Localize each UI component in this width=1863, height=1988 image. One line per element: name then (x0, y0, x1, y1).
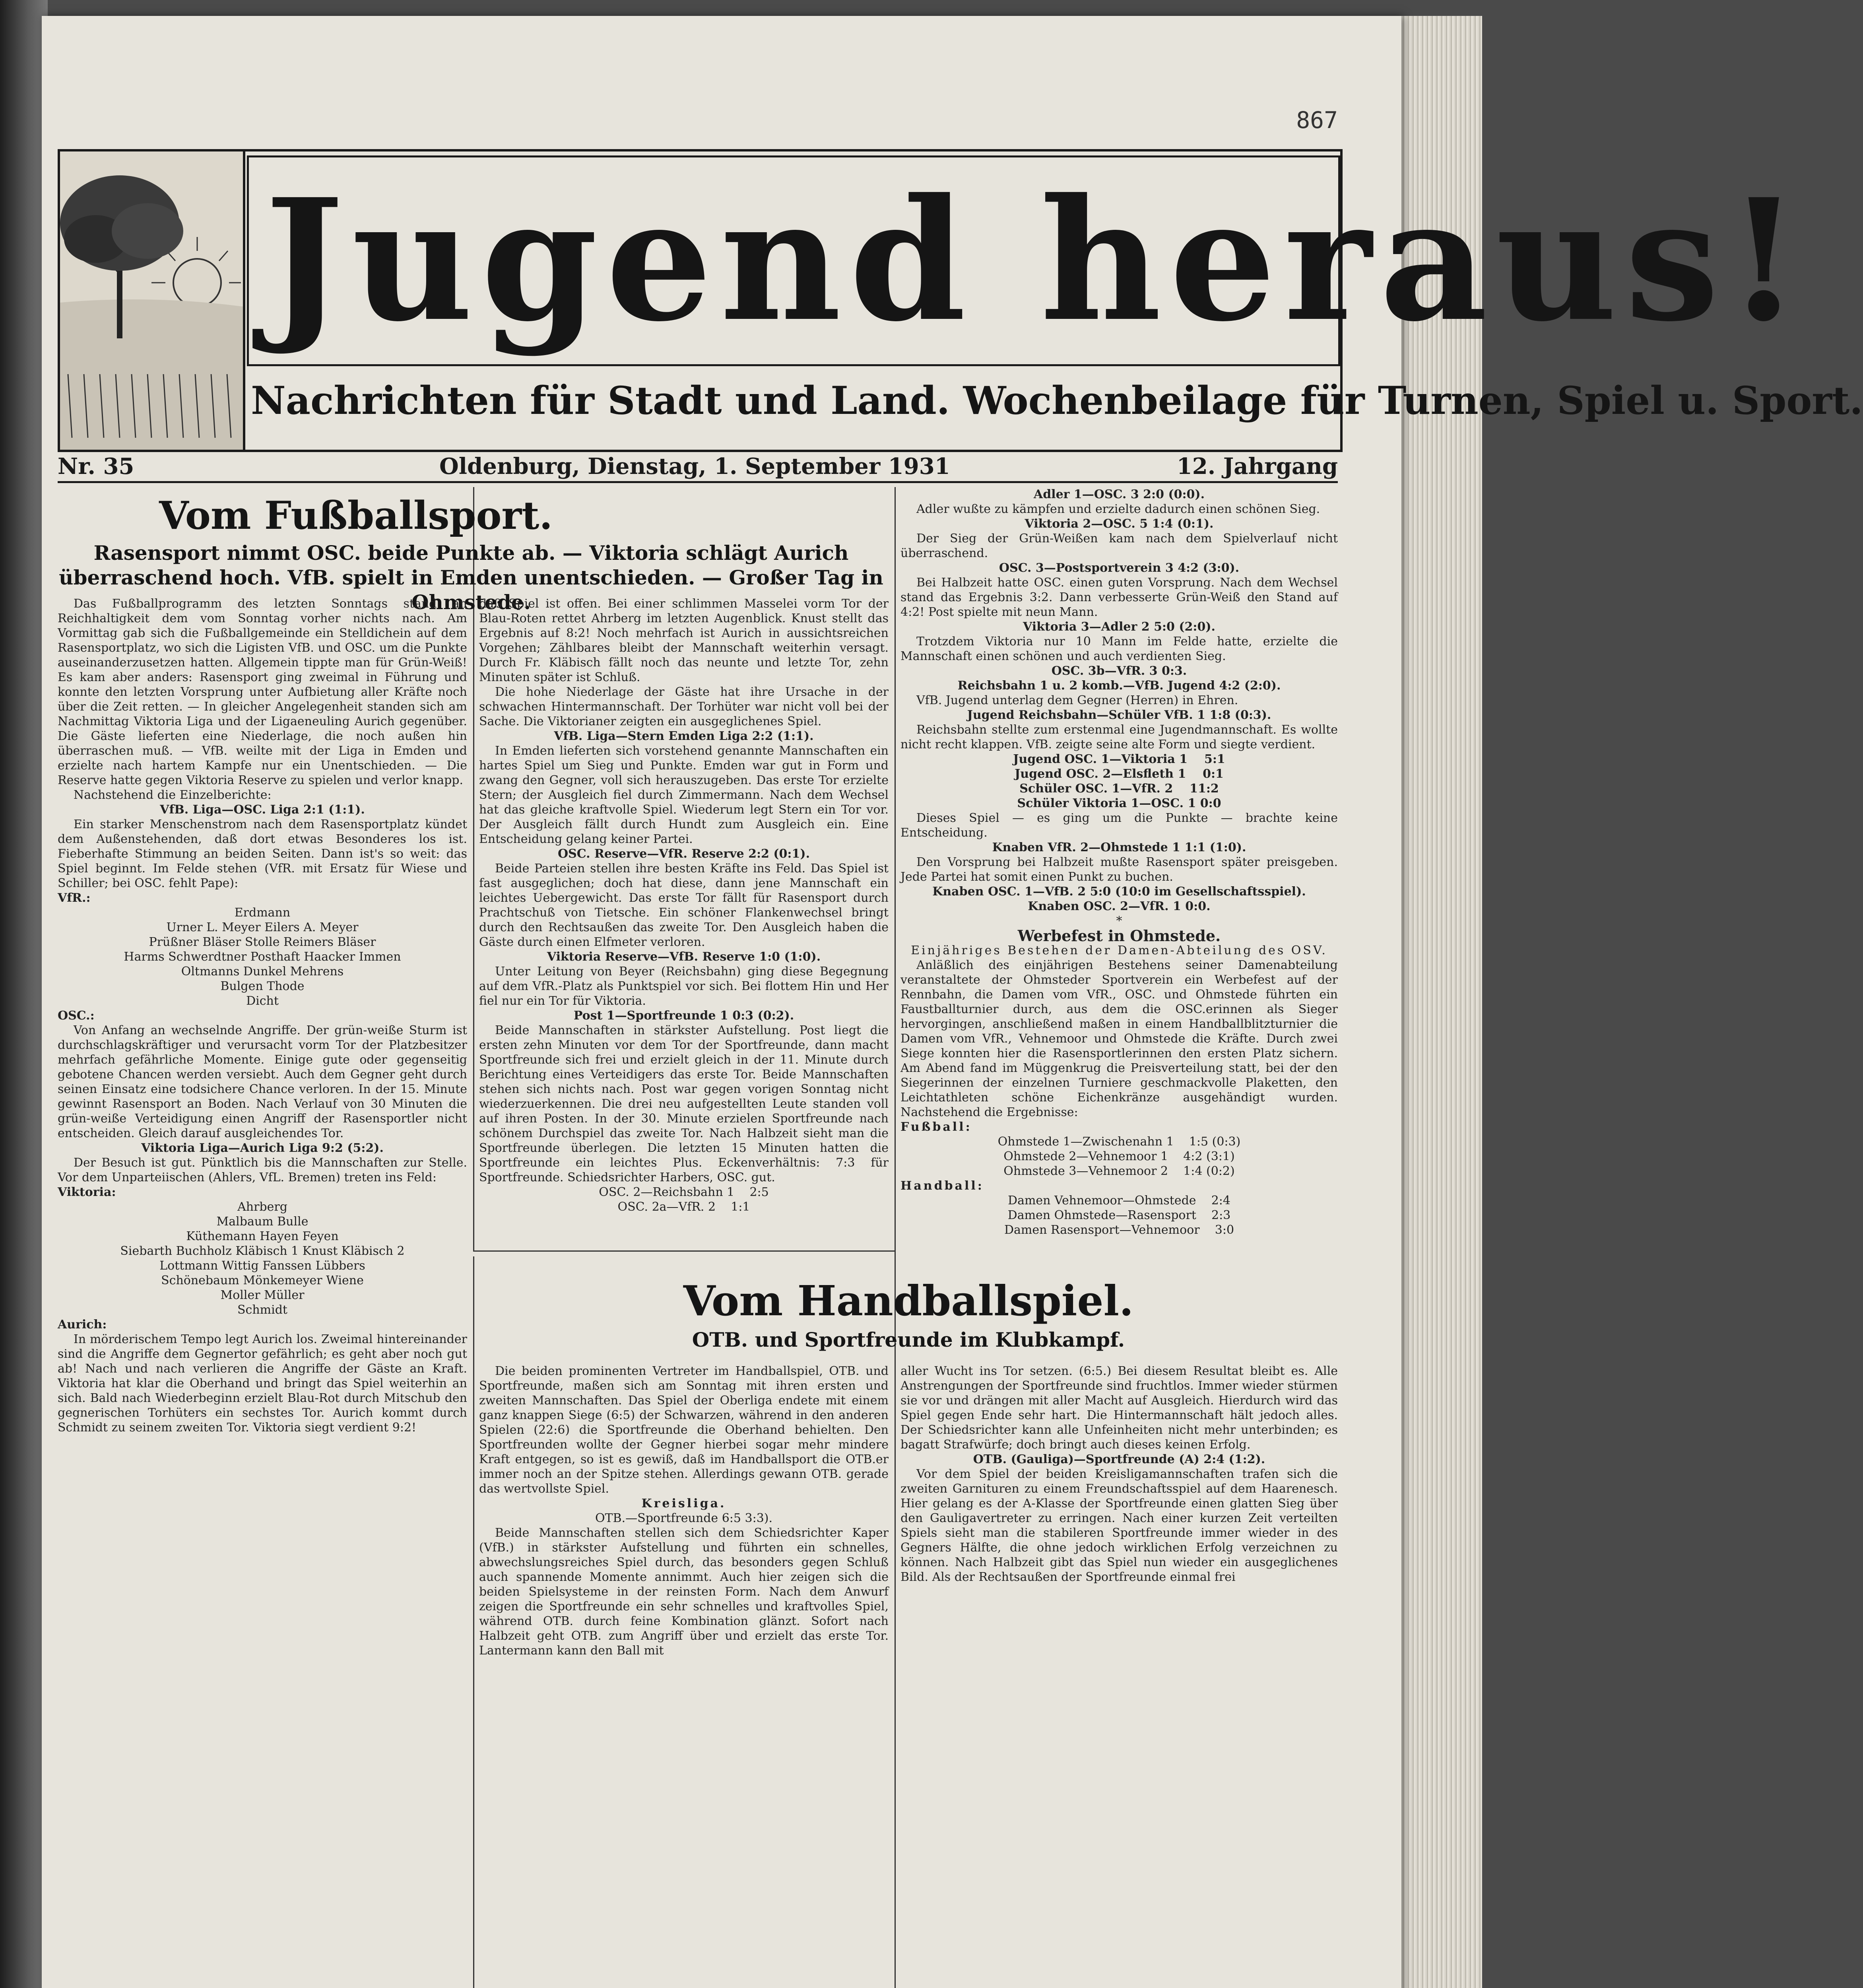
vfr-label: VfR.: (58, 891, 91, 905)
team: Damen Vehnemoor—Ohmstede (1008, 1194, 1196, 1208)
result-score: 2:5 (749, 1185, 769, 1199)
handball-result-row (900, 1208, 1338, 1223)
score: 5:1 (1204, 752, 1225, 766)
team: Jugend OSC. 1—Viktoria 1 (1013, 752, 1188, 766)
col3-result: Adler wußte zu kämpfen und erzielte dadurch einen schönen Sieg. (916, 502, 1320, 516)
kreisliga-sub: OTB.—Sportfreunde 6:5 3:3). (595, 1511, 773, 1525)
game1-title: VfB. Liga—OSC. Liga 2:1 (1:1). (160, 803, 365, 817)
handball-col2-text: Die beiden prominenten Vertreter im Handballspiel, OTB. und Sportfreunde, maßen sich am Sonntag mit ihren ersten und zweiten Mannschaften. Das Spiel der Oberliga endete mit einem ganz knappen Siege (6:5) der Schwarzen, während in den anderen Spielen (22:6) die Sportfreunde die Oberhand behielten. Den Sportfreunden wollte der Gegner hierbei sogar mehr mindere Kraft entgegen, so ist es gewiß, daß im Handballsport die OTB.er immer noch an der Spitze stehen. Allerdings gewann OTB. gerade das wertvollste Spiel. (479, 1364, 889, 1496)
handball-label: Handball: (900, 1179, 984, 1193)
aurich-lineup-row: Schönebaum Mönkemeyer Wiene (161, 1274, 364, 1287)
osc-label: OSC.: (58, 1009, 95, 1023)
col3-result: Adler 1—OSC. 3 2:0 (0:0). (1033, 487, 1205, 501)
col2-start: daß Spiel ist offen. Bei einer schlimmen Masselei vorm Tor der Blau-Roten rettet Ahrberg im letzten Augenblick. Knust stellt das Ergebnis auf 8:2! Noch mehrfach ist Aurich in aussichtsreichen Vorgehen; Zählbares bleibt der Mannschaft weiterhin versagt. Durch Fr. Kläbisch fällt noch das neunte und letzte Tor, zehn Minuten später ist Schluß. (479, 597, 889, 684)
column-1 (58, 596, 467, 1988)
col3-more: Knaben OSC. 1—VfB. 2 5:0 (10:0 im Gesellschaftsspiel). (932, 885, 1306, 899)
issue-number: Nr. 35 (58, 453, 134, 480)
viktoria-text: Der Besuch ist gut. Pünktlich bis die Mannschaften zur Stelle. Vor dem Unparteiischen (Ahlers, VfL. Bremen) treten ins Feld: (58, 1156, 467, 1184)
handball-column-3 (900, 1364, 1338, 1988)
viktoria-lineup-row: Siebarth Buchholz Kläbisch 1 Knust Kläbisch 2 (120, 1244, 405, 1258)
column-rule (473, 1256, 474, 1988)
col3-result: Viktoria 2—OSC. 5 1:4 (0:1). (1025, 517, 1214, 531)
score: 1:5 (0:3) (1189, 1135, 1241, 1149)
viktoria-label: Viktoria: (58, 1185, 116, 1199)
fussball-subheading: Rasensport nimmt OSC. beide Punkte ab. — Viktoria schlägt Aurich überraschend hoch. VfB. spielt in Emden unentschieden. — Großer Tag in Ohmstede. (59, 541, 883, 614)
handball-result-row (900, 1193, 1338, 1208)
result-row (479, 1185, 889, 1200)
result-row (479, 1200, 889, 1214)
werbefest-text: Anläßlich des einjährigen Bestehens seiner Damenabteilung veranstaltete der Ohmsteder Sportverein ein Werbefest auf der Rennbahn, die Damen vom VfR., OSC. und Ohmstede führten ein Faustballturnier durch, aus dem die OSC.erinnen als Sieger hervorgingen, anschließend maßen in einem Handballblitzturnier die Damen vom VfR., Vehnemoor und Ohmstede die Kräfte. Durch zwei Siege konnten hier die Rasensportlerinnen den ersten Platz sichern. Am Abend fand im Müggenkrug die Preisverteilung statt, bei der den Siegerinnen der einzelnen Turniere geschmackvolle Plaketten, den Leichtathleten schöne Eichenkränze ausgehändigt wurden. Nachstehend die Ergebnisse: (900, 958, 1338, 1119)
gauliga-title: OTB. (Gauliga)—Sportfreunde (A) 2:4 (1:2). (973, 1452, 1265, 1466)
report-label: Nachstehend die Einzelberichte: (74, 788, 272, 802)
kreisliga-title: Kreisliga. (641, 1497, 726, 1510)
result-team: OSC. 2—Reichsbahn 1 (599, 1185, 735, 1199)
page-number: 867 (1296, 107, 1338, 134)
aurich-lineup-row: Schmidt (237, 1303, 287, 1317)
col2-text2: Die hohe Niederlage der Gäste hat ihre Ursache in der schwachen Hintermannschaft. Der Torhüter war nicht voll bei der Sache. Die Viktorianer zeigten ein ausgeglichenes Spiel. (479, 685, 889, 728)
column-rule (895, 487, 896, 1988)
team: Ohmstede 1—Zwischenahn 1 (997, 1135, 1174, 1149)
lineup2-row: Bulgen Thode (220, 979, 305, 993)
aurich-lineup-row: Lottmann Wittig Fanssen Lübbers (159, 1259, 365, 1273)
col3-result: OSC. 3—Postsportverein 3 4:2 (3:0). (999, 561, 1240, 575)
masthead-vignette (60, 151, 245, 450)
masthead (58, 149, 1863, 452)
post-text: Beide Mannschaften in stärkster Aufstellung. Post liegt die ersten zehn Minuten vor dem Tor der Sportfreunde, dann macht Sportfreunde sich frei und erzielt gleich in der 11. Minute durch Berichtung eines Verteidigers das erste Tor. Beide Mannschaften stehen sich nichts nach. Post war gegen vorigen Sonntag nicht wiederzuerkennen. Die drei neu aufgestellten Leute standen voll auf ihren Posten. In der 30. Minute erzielen Sportfreunde nach schönem Durchspiel das zweite Tor. Nach Halbzeit sieht man die Sportfreunde überlegen. Die letzten 15 Minuten hatten die Sportfreunde ein leichtes Plus. Eckenverhältnis: 7:3 für Sportfreunde. Schiedsrichter Harbers, OSC. gut. (479, 1023, 889, 1184)
reserve-text: Beide Parteien stellen ihre besten Kräfte ins Feld. Das Spiel ist fast ausgeglichen; doch hat diese, dann jene Mannschaft ein leichtes Uebergewicht. Das erste Tor fällt für Rasensport durch Prachtschuß von Tietsche. Ein schöner Flankenwechsel bringt durch den Rechtsaußen das zweite Tor. Den Ausgleich haben die Gäste durch einen Elfmeter verloren. (479, 862, 889, 949)
col3-result: OSC. 3b—VfR. 3 0:3. (1051, 664, 1187, 678)
fussball-label: Fußball: (900, 1120, 972, 1134)
column-3-top (900, 487, 1338, 1266)
volume: 12. Jahrgang (1176, 453, 1338, 480)
col3-more: Knaben OSC. 2—VfR. 1 0:0. (1028, 899, 1211, 913)
fussball-intro: Das Fußballprogramm des letzten Sonntags stand an Reichhaltigkeit dem vom Sonntag vorher nichts nach. Am Vormittag gab sich die Fußballgemeinde ein Stelldichein auf dem Rasensportplatz, wo sich die Ligisten VfB. und OSC. um die Punkte auseinanderzusetzen hatten. Allgemein tippte man für Grün-Weiß! Es kam aber anders: Rasensport ging zweimal in Führung und konnte den letzten Vorsprung unter Aufbietung aller Kräfte noch über die Zeit retten. — In gleicher Angelegenheit standen sich am Nachmittag Viktoria Liga und der Ligaeneuling Aurich gegenüber. Die Gäste lieferten eine Niederlage, die noch außen hin überraschen muß. — VfB. weilte mit der Liga in Emden und erzielte nach hartem Kampfe nur ein Unentschieden. — Die Reserve hatte gegen Viktoria Reserve zu spielen und verlor knapp. (58, 597, 467, 787)
fussball-result-row (900, 1149, 1338, 1164)
vikres-text: Unter Leitung von Beyer (Reichsbahn) ging diese Begegnung auf dem VfR.-Platz als Punktspiel vor sich. Bei flottem Hin und Her fiel nur ein Tor für Viktoria. (479, 965, 889, 1008)
col3-result: Reichsbahn stellte zum erstenmal eine Jugendmannschaft. Es wollte nicht recht klappen. VfB. zeigte seine alte Form und siegte verdient. (900, 723, 1338, 751)
col3-more: Knaben VfR. 2—Ohmstede 1 1:1 (1:0). (992, 841, 1246, 854)
lineup1-row: Erdmann (234, 906, 291, 920)
result-team: OSC. 2a—VfR. 2 (617, 1200, 716, 1214)
col3-result: VfB. Jugend unterlag dem Gegner (Herren) in Ehren. (916, 693, 1238, 707)
adjacent-page-sliver (0, 0, 48, 1988)
gauliga-text: Vor dem Spiel der beiden Kreisligamannschaften trafen sich die zweiten Garnituren zu einem Freundschaftsspiel auf dem Haarenesch. Hier gelang es der A-Klasse der Sportfreunde einen glatten Sieg über den Gauligavertreter zu erringen. Nach einer kurzen Zeit verteilten Spiels sieht man die stabileren Sportfreunde immer wieder in des Gegners Hälfte, die ohne jedoch wirklichen Erfolg verzeichnen zu können. Nach Halbzeit gibt das Spiel nun wieder ein ausgeglichenes Bild. Als der Rechtsaußen der Sportfreunde einmal frei (900, 1467, 1338, 1584)
vikres-title: Viktoria Reserve—VfB. Reserve 1:0 (1:0). (547, 950, 821, 964)
werbefest-title: Werbefest in Ohmstede. (1017, 927, 1221, 945)
handball-subheading: OTB. und Sportfreunde im Klubkampf. (692, 1328, 1125, 1351)
lineup2-row: Dicht (246, 994, 279, 1008)
werbefest-sub: Einjähriges Bestehen der Damen-Abteilung des OSV. (911, 944, 1327, 957)
team: Ohmstede 3—Vehnemoor 2 (1003, 1164, 1168, 1178)
dateline (58, 453, 1338, 483)
viktoria-lineup-row: Ahrberg (237, 1200, 287, 1214)
title-box (247, 155, 1809, 366)
col3-result: Reichsbahn 1 u. 2 komb.—VfB. Jugend 4:2 (2:0). (957, 679, 1281, 693)
masthead-title: Jugend heraus! (265, 163, 1809, 359)
col3-table-row (900, 752, 1338, 767)
team: Schüler OSC. 1—VfR. 2 (1019, 782, 1173, 796)
emden-text: In Emden lieferten sich vorstehend genannte Mannschaften ein hartes Spiel um Sieg und Punkte. Emden war gut in Form und zwang den Gegner, voll sich herauszugeben. Das erste Tor erzielte Stern; der Ausgleich fiel durch Zimmermann. Nach dem Wechsel hat das gleiche kraftvolle Spiel. Wiederum legt Stern ein Tor vor. Der Ausgleich fällt durch Hundt zum Ausgleich ein. Eine Entscheidung gelang keiner Partei. (479, 744, 889, 846)
viktoria-lineup-row: Malbaum Bulle (216, 1215, 309, 1229)
team: Damen Rasensport—Vehnemoor (1004, 1223, 1200, 1237)
lineup2-row: Oltmanns Dunkel Mehrens (181, 965, 344, 978)
lineup1-row: Prüßner Bläser Stolle Reimers Bläser (149, 935, 376, 949)
game1-text: Ein starker Menschenstrom nach dem Rasensportplatz kündet dem Außenstehenden, daß dort etwas Besonderes los ist. Fieberhafte Stimmung an beiden Seiten. Dann ist's so weit: das Spiel beginnt. Im Felde stehen (VfR. mit Ersatz für Wiese und Schiller; bei OSC. fehlt Pape): (58, 817, 467, 890)
reserve-title: OSC. Reserve—VfR. Reserve 2:2 (0:1). (557, 847, 810, 861)
aurich-lineup-row: Moller Müller (220, 1288, 305, 1302)
viktoria-lineup-row: Küthemann Hayen Feyen (186, 1229, 339, 1243)
col3-table-row (900, 767, 1338, 781)
separator-star: * (1116, 914, 1122, 928)
col3-result: Trotzdem Viktoria nur 10 Mann im Felde hatte, erzielte die Mannschaft einen schönen und auch verdienten Sieg. (900, 635, 1338, 663)
kreisliga-text: Beide Mannschaften stellen sich dem Schiedsrichter Kaper (VfB.) in stärkster Aufstellung und führten ein schnelles, abwechslungsreiches Spiel durch, das besonders gegen Schluß auch spannende Momente annimmt. Auch hier zeigen sich die beiden Spielsysteme in der reinsten Form. Nach dem Anwurf zeigen die Sportfreunde ein sehr schnelles und kraftvolles Spiel, während OTB. durch feine Kombination glänzt. Sofort nach Halbzeit geht OTB. zum Angriff über und erzielt das erste Tor. Lantermann kann den Ball mit (479, 1526, 889, 1658)
score: 0:1 (1203, 767, 1224, 781)
col3-more: Dieses Spiel — es ging um die Punkte — brachte keine Entscheidung. (900, 811, 1338, 840)
handball-column-2 (479, 1364, 889, 1988)
fussball-result-row (900, 1134, 1338, 1149)
col3-table-row (900, 781, 1338, 796)
newspaper-page (42, 16, 1863, 1988)
score: 2:3 (1211, 1208, 1231, 1222)
place-date: Oldenburg, Dienstag, 1. September 1931 (439, 453, 950, 480)
handball-heading: Vom Handballspiel. (683, 1276, 1134, 1325)
team: Ohmstede 2—Vehnemoor 1 (1003, 1149, 1168, 1163)
post-title: Post 1—Sportfreunde 1 0:3 (0:2). (573, 1009, 794, 1023)
score: 4:2 (3:1) (1183, 1149, 1235, 1163)
col3-result: Viktoria 3—Adler 2 5:0 (2:0). (1023, 620, 1215, 634)
handball-col3-text: aller Wucht ins Tor setzen. (6:5.) Bei diesem Resultat bleibt es. Alle Anstrengungen der Sportfreunde sind fruchtlos. Immer wieder stürmen sie vor und drängen mit aller Macht auf Ausgleich. Hierdurch wird das Spiel gegen Ende sehr hart. Die Hintermannschaft hält jedoch alles. Der Schiedsrichter kann alle Unfeinheiten nicht mehr unterbinden; es bagatt Strafwürfe; doch bringt auch dieses keinen Erfolg. (900, 1364, 1338, 1452)
lineup1-row: Urner L. Meyer Eilers A. Meyer (166, 920, 359, 934)
viktoria-title: Viktoria Liga—Aurich Liga 9:2 (5:2). (141, 1141, 384, 1155)
score: 2:4 (1211, 1194, 1230, 1208)
handball-result-row (900, 1223, 1338, 1237)
viktoria-cont: In mörderischem Tempo legt Aurich los. Zweimal hintereinander sind die Angriffe dem Gegnertor gefährlich; es geht aber noch gut ab! Nach und nach verlieren die Angriffe der Gäste an Kraft. Viktoria hat klar die Oberhand und bringt das Spiel weiterhin an sich. Bald nach Wiederbeginn erzielt Blau-Rot durch Mitschub den gegnerischen Torhüters ein sechstes Tor. Aurich kommt durch Schmidt zu seinem zweiten Tor. Viktoria siegt verdient 9:2! (58, 1332, 467, 1435)
emden-title: VfB. Liga—Stern Emden Liga 2:2 (1:1). (554, 729, 814, 743)
col3-result: Der Sieg der Grün-Weißen kam nach dem Spielverlauf nicht überraschend. (900, 532, 1338, 560)
game1-cont: Von Anfang an wechselnde Angriffe. Der grün-weiße Sturm ist durchschlagskräftiger und verursacht vorm Tor der Platzbesitzer mehrfach gefährliche Momente. Einige gute oder gegenseitig gebotene Chancen werden versiebt. Auch dem Gegner geht durch seinen Einsatz eine todsichere Chance verloren. In der 15. Minute gewinnt Rasensport an Boden. Nach Verlauf von 30 Minuten die grün-weiße Verteidigung einen Angriff der Rasensportler nicht entscheiden. Gleich darauf ausgleichendes Tor. (58, 1023, 467, 1140)
section-rule (473, 1250, 895, 1252)
team: Jugend OSC. 2—Elsfleth 1 (1015, 767, 1186, 781)
result-score: 1:1 (731, 1200, 750, 1214)
masthead-subtitle: Nachrichten für Stadt und Land. Wochenbeilage für Turnen, Spiel u. Sport. (251, 378, 1863, 423)
col3-more: Den Vorsprung bei Halbzeit mußte Rasensport später preisgeben. Jede Partei hat somit einen Punkt zu buchen. (900, 855, 1338, 884)
lineup2-row: Harms Schwerdtner Posthaft Haacker Immen (124, 950, 401, 964)
col3-result: Jugend Reichsbahn—Schüler VfB. 1 1:8 (0:3). (967, 708, 1271, 722)
aurich-label: Aurich: (58, 1318, 107, 1332)
col3-more: Schüler Viktoria 1—OSC. 1 0:0 (1017, 796, 1221, 810)
fussball-result-row (900, 1164, 1338, 1178)
score: 11:2 (1190, 782, 1219, 796)
score: 3:0 (1215, 1223, 1234, 1237)
fussball-heading: Vom Fußballsport. (159, 493, 553, 538)
team: Damen Ohmstede—Rasensport (1007, 1208, 1196, 1222)
score: 1:4 (0:2) (1183, 1164, 1235, 1178)
column-2-top (479, 596, 889, 1248)
col3-result: Bei Halbzeit hatte OSC. einen guten Vorsprung. Nach dem Wechsel stand das Ergebnis 3:2. Dann verbesserte Grün-Weiß den Stand auf 4:2! Post spielte mit neun Mann. (900, 576, 1338, 619)
